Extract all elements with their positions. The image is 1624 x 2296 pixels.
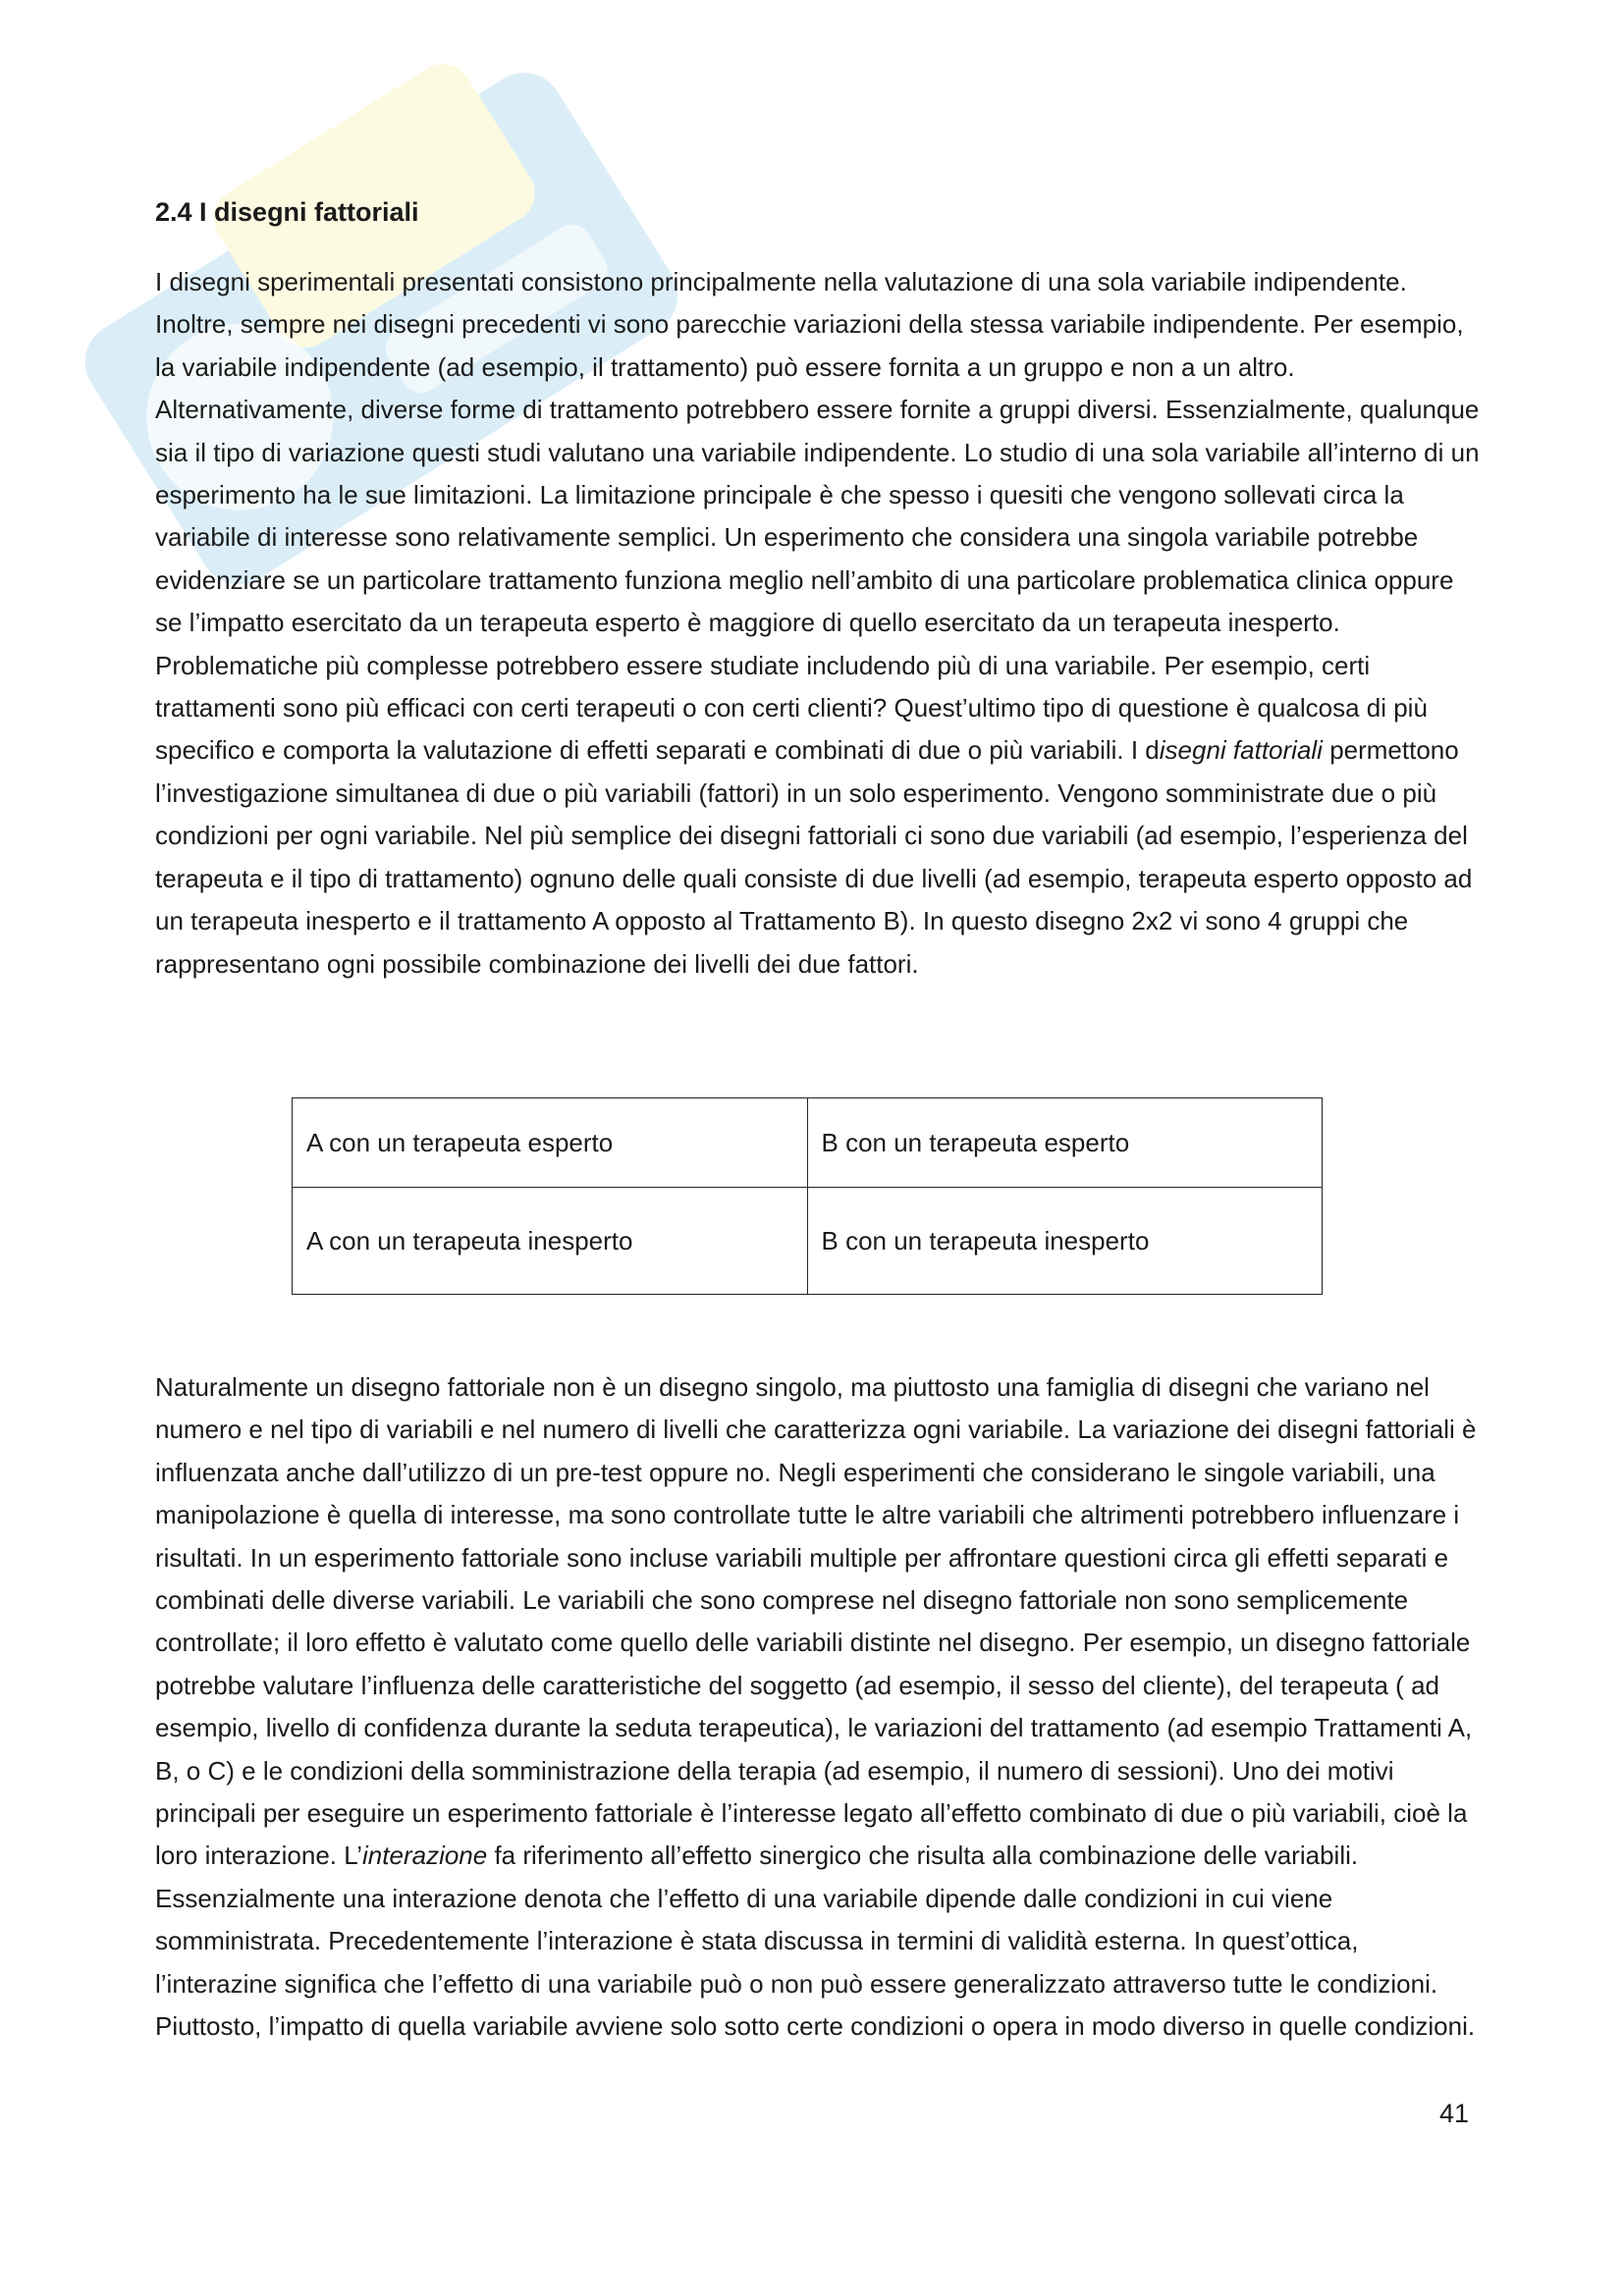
paragraph-1-part-a: I disegni sperimentali presentati consistono principalmente nella valutazione di una sola variabile indipendente. Inoltre, sempre nei disegni precedenti vi sono parecchie variazioni della stessa variabile indipendente. Per esempio, la variabile indipendente (ad esempio, il trattamento) può essere fornita a un gruppo e non a un altro. Alternativamente, diverse forme di trattamento potrebbero essere fornite a gruppi diversi. Essenzialmente, qualunque sia il tipo di variazione questi studi valutano una variabile indipendente. Lo studio di una sola variabile all’interno di un esperimento ha le sue limitazioni. La limitazione principale è che spesso i quesiti che vengono sollevati circa la variabile di interesse sono relativamente semplici. Un esperimento che considera una singola variabile potrebbe evidenziare se un particolare trattamento funziona meglio nell’ambito di una particolare problematica clinica oppure se l’impatto esercitato da un terapeuta esperto è maggiore di quello esercitato da un terapeuta inesperto. Problematiche più complesse potrebbero essere studiate includendo più di una variabile. Per esempio, certi trattamenti sono più efficaci con certi terapeuti o con certi clienti? Quest’ultimo tipo di questione è qualcosa di più specifico e comporta la valutazione di effetti separati e combinati di due o più variabili. I d (155, 267, 1480, 766)
section-heading: 2.4 I disegni fattoriali (155, 197, 419, 227)
paragraph-1-part-b: permettono l’investigazione simultanea di due o più variabili (fattori) in un solo esperimento. Vengono somministrate due o più condizioni per ogni variabile. Nel più semplice dei disegni fattoriali ci sono due variabili (ad esempio, l’esperienza del terapeuta e il tipo di trattamento) ognuno delle quali consiste di due livelli (ad esempio, terapeuta esperto opposto ad un terapeuta inesperto e il trattamento A opposto al Trattamento B). In questo disegno 2x2 vi sono 4 gruppi che rappresentano ogni possibile combinazione dei livelli dei due fattori. (155, 735, 1473, 979)
table-row (293, 1098, 1323, 1188)
paragraph-1-italic-term: isegni fattoriali (1159, 735, 1323, 766)
section-1 (155, 192, 1481, 986)
table-cell: B con un terapeuta esperto (807, 1098, 1323, 1188)
section-2 (155, 1366, 1481, 2049)
paragraph-1 (155, 261, 1481, 986)
page-number: 41 (1439, 2099, 1470, 2128)
table-cell: A con un terapeuta esperto (293, 1098, 808, 1188)
paragraph-2 (155, 1366, 1481, 2049)
table-cell: A con un terapeuta inesperto (293, 1188, 808, 1295)
table-row (293, 1188, 1323, 1295)
table-cell: B con un terapeuta inesperto (807, 1188, 1323, 1295)
factorial-design-table (292, 1097, 1323, 1295)
paragraph-2-part-a: Naturalmente un disegno fattoriale non è un disegno singolo, ma piuttosto una famiglia di disegni che variano nel numero e nel tipo di variabili e nel numero di livelli che caratterizza ogni variabile. La variazione dei disegni fattoriali è influenzata anche dall’utilizzo di un pre-test oppure no. Negli esperimenti che considerano le singole variabili, una manipolazione è quella di interesse, ma sono controllate tutte le altre variabili che altrimenti potrebbero influenzare i risultati. In un esperimento fattoriale sono incluse variabili multiple per affrontare questioni circa gli effetti separati e combinati delle diverse variabili. Le variabili che sono comprese nel disegno fattoriale non sono semplicemente controllate; il loro effetto è valutato come quello delle variabili distinte nel disegno. Per esempio, un disegno fattoriale potrebbe valutare l’influenza delle caratteristiche del soggetto (ad esempio, il sesso del cliente), del terapeuta ( ad esempio, livello di confidenza durante la seduta terapeutica), le variazioni del trattamento (ad esempio Trattamenti A, B, o C) e le condizioni della somministrazione della terapia (ad esempio, il numero di sessioni). Uno dei motivi principali per eseguire un esperimento fattoriale è l’interesse legato all’effetto combinato di due o più variabili, cioè la loro interazione. L’ (155, 1372, 1477, 1871)
paragraph-2-part-b: fa riferimento all’effetto sinergico che risulta alla combinazione delle variabili. Essenzialmente una interazione denota che l’effetto di una variabile dipende dalle condizioni in cui viene somministrata. Precedentemente l’interazione è stata discussa in termini di validità esterna. In quest’ottica, l’interazine significa che l’effetto di una variabile può o non può essere generalizzato attraverso tutte le condizioni. Piuttosto, l’impatto di quella variabile avviene solo sotto certe condizioni o opera in modo diverso in quelle condizioni. (155, 1841, 1476, 2042)
paragraph-2-italic-term: interazione (362, 1841, 488, 1871)
